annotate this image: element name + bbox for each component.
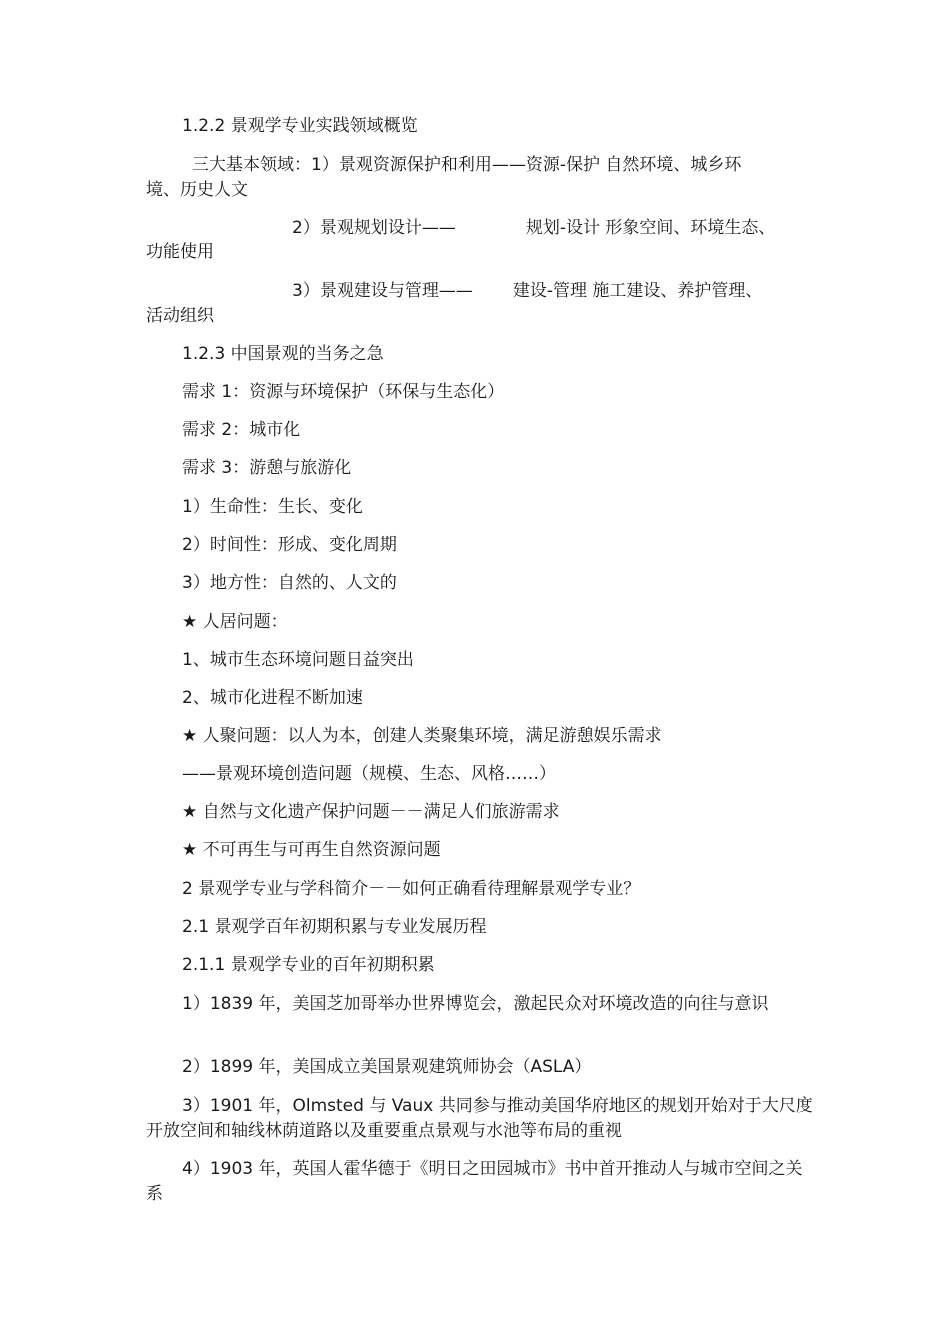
issue-heritage: ★ 自然与文化遗产保护问题－－满足人们旅游需求 (182, 802, 560, 822)
trait-2: 2）时间性：形成、变化周期 (182, 535, 397, 555)
settlement-note: ——景观环境创造问题（规模、生态、风格……） (182, 764, 556, 784)
paragraph-fields-3-cont: 活动组织 (146, 306, 214, 326)
paragraph-fields-2-cont: 功能使用 (146, 242, 214, 262)
field-3-name: 3）景观建设与管理—— (292, 281, 473, 301)
heading-1-2-3: 1.2.3 中国景观的当务之急 (182, 344, 384, 364)
heading-2-1: 2.1 景观学百年初期积累与专业发展历程 (182, 917, 487, 937)
issue-resources: ★ 不可再生与可再生自然资源问题 (182, 840, 441, 860)
demand-3: 需求 3：游憩与旅游化 (182, 458, 352, 478)
history-1903: 4）1903 年，英国人霍华德于《明日之田园城市》书中首开推动人与城市空间之关系 (146, 1159, 803, 1204)
paragraph-fields-1-cont: 境、历史人文 (146, 180, 248, 200)
heading-2-1-1: 2.1.1 景观学专业的百年初期积累 (182, 955, 435, 975)
habitat-point-1: 1、城市生态环境问题日益突出 (182, 650, 414, 670)
trait-3: 3）地方性：自然的、人文的 (182, 573, 397, 593)
paragraph-fields-1: 三大基本领域：1）景观资源保护和利用——资源-保护 自然环境、城乡环 (192, 155, 742, 175)
demand-2: 需求 2：城市化 (182, 420, 301, 440)
paragraph-fields-2 (292, 216, 775, 240)
history-1901: 3）1901 年，Olmsted 与 Vaux 共同参与推动美国华府地区的规划开始对于大尺度开放空间和轴线林荫道路以及重要重点景观与水池等布局的重视 (146, 1096, 813, 1141)
history-1899: 2）1899 年，美国成立美国景观建筑师协会（ASLA） (182, 1057, 592, 1077)
demand-1: 需求 1：资源与环境保护（环保与生态化） (182, 382, 505, 402)
field-2-detail: 规划-设计 形象空间、环境生态、 (525, 218, 776, 238)
habitat-point-2: 2、城市化进程不断加速 (182, 688, 363, 708)
paragraph-fields-3 (292, 279, 762, 303)
trait-1: 1）生命性：生长、变化 (182, 497, 363, 517)
history-1839: 1）1839 年，美国芝加哥举办世界博览会，激起民众对环境改造的向往与意识 (182, 994, 769, 1014)
heading-2: 2 景观学专业与学科简介－－如何正确看待理解景观学专业？ (182, 879, 641, 899)
field-3-detail: 建设-管理 施工建设、养护管理、 (512, 281, 763, 301)
heading-1-2-2: 1.2.2 景观学专业实践领域概览 (182, 116, 418, 136)
issue-settlement: ★ 人聚问题：以人为本，创建人类聚集环境，满足游憩娱乐需求 (182, 726, 662, 746)
field-2-name: 2）景观规划设计—— (292, 218, 456, 238)
issue-habitat: ★ 人居问题： (182, 612, 288, 632)
